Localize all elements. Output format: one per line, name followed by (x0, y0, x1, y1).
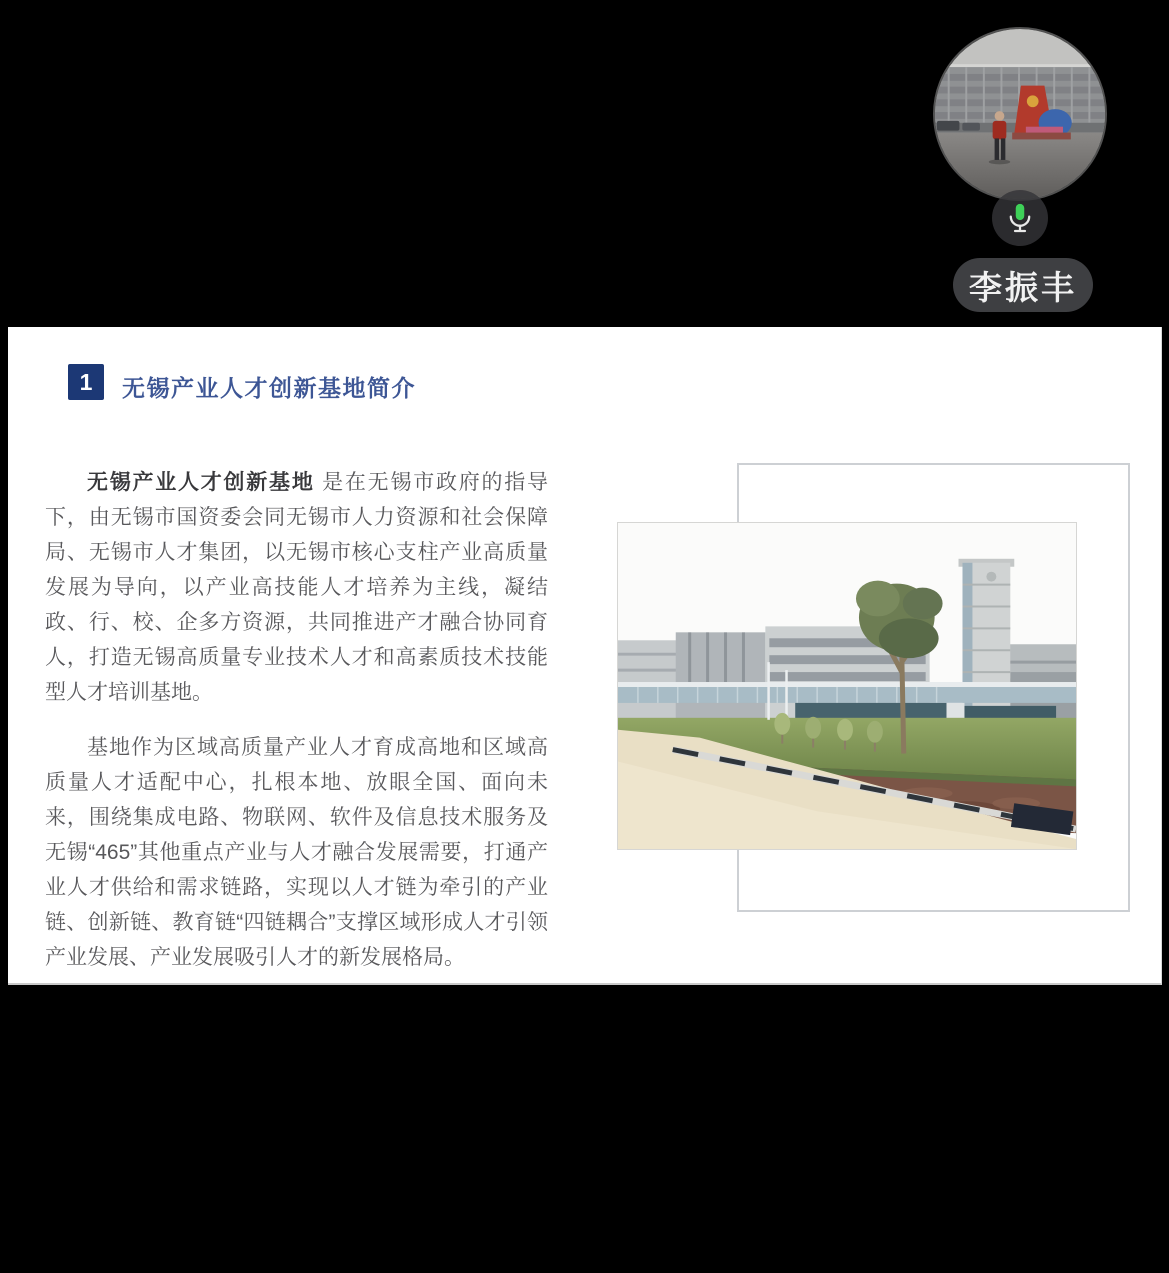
microphone-icon (1003, 201, 1037, 235)
shared-slide (8, 327, 1162, 985)
section-title: 无锡产业人才创新基地简介 (122, 374, 416, 401)
participant-tile[interactable] (0, 0, 1169, 327)
campus-photo (617, 522, 1077, 850)
avatar-photo (935, 29, 1105, 199)
participant-name-badge (953, 258, 1093, 312)
campus-photo-image (618, 523, 1076, 849)
paragraph-2: 基地作为区域高质量产业人才育成高地和区域高质量人才适配中心，扎根本地、放眼全国、面向未来，围绕集成电路、物联网、软件及信息技术服务及无锡“465”其他重点产业与人才融合发展需要，打通产业人才供给和需求链路，实现以人才链为牵引的产业链、创新链、教育链“四链耦合”支撑区域形成人才引领产业发展、产业发展吸引人才的新发展格局。 (45, 736, 548, 969)
section-number-badge (68, 364, 104, 400)
paragraph-1 (45, 465, 548, 710)
microphone-button[interactable] (992, 190, 1048, 246)
slide-body-text (45, 465, 548, 975)
section-number: 1 (79, 368, 93, 395)
paragraph-1-lead: 无锡产业人才创新基地 (87, 471, 315, 494)
paragraph-1-rest: 是在无锡市政府的指导下，由无锡市国资委会同无锡市人力资源和社会保障局、无锡市人才集团，以无锡市核心支柱产业高质量发展为导向，以产业高技能人才培养为主线，凝结政、行、校、企多方资源，共同推进产才融合协同育人，打造无锡高质量专业技术人才和高素质技术技能型人才培训基地。 (45, 471, 548, 704)
participant-name: 李振丰 (969, 268, 1077, 306)
avatar[interactable] (933, 27, 1107, 201)
